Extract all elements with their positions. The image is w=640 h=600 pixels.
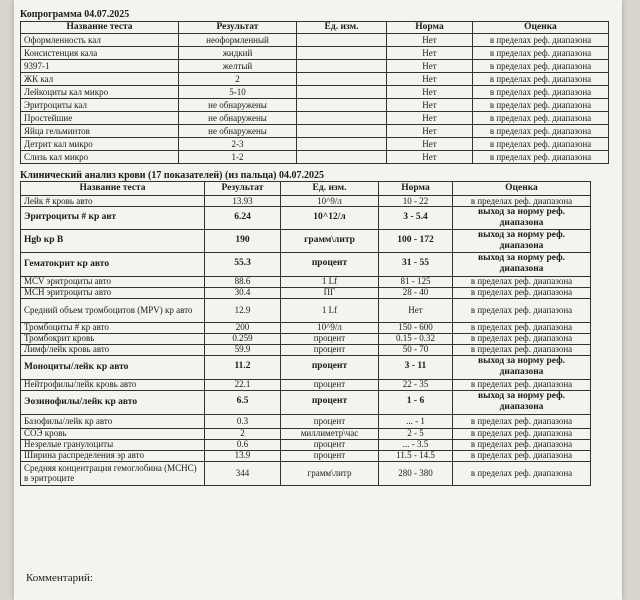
- cell-evaluation: в пределах реф. диапазона: [453, 428, 591, 439]
- cell-result: 200: [205, 322, 281, 333]
- cell-test-name: СОЭ кровь: [21, 428, 205, 439]
- cell-evaluation: выход за норму реф. диапазона: [453, 229, 591, 252]
- cell-result: не обнаружены: [179, 99, 297, 112]
- cell-result: 11.2: [205, 355, 281, 379]
- cell-result: 6.24: [205, 207, 281, 230]
- cell-unit: ПГ: [281, 287, 379, 298]
- cell-evaluation: в пределах реф. диапазона: [453, 439, 591, 450]
- table-row: [21, 428, 591, 439]
- cell-unit: 1 Lf: [281, 276, 379, 287]
- cell-unit: процент: [281, 355, 379, 379]
- cell-evaluation: в пределах реф. диапазона: [453, 276, 591, 287]
- cell-test-name: Hgb кр В: [21, 229, 205, 252]
- cell-test-name: Моноциты/лейк кр авто: [21, 355, 205, 379]
- cell-test-name: 9397-1: [21, 60, 179, 73]
- cell-norm: 3 - 5.4: [379, 207, 453, 230]
- cell-unit: процент: [281, 450, 379, 461]
- cell-test-name: Оформленность кал: [21, 34, 179, 47]
- cell-norm: 50 - 70: [379, 344, 453, 355]
- cell-norm: Нет: [387, 47, 473, 60]
- cell-result: 2-3: [179, 138, 297, 151]
- cell-unit: процент: [281, 390, 379, 414]
- cell-result: не обнаружены: [179, 112, 297, 125]
- cell-test-name: Нейтрофилы/лейк кровь авто: [21, 379, 205, 390]
- col-header-result: Результат: [179, 22, 297, 34]
- col-header-result: Результат: [205, 182, 281, 196]
- cell-evaluation: в пределах реф. диапазона: [473, 47, 609, 60]
- cell-unit: [297, 86, 387, 99]
- cell-unit: процент: [281, 379, 379, 390]
- cell-evaluation: выход за норму реф. диапазона: [453, 252, 591, 276]
- cell-result: желтый: [179, 60, 297, 73]
- table-row: [21, 450, 591, 461]
- cell-result: 55.3: [205, 252, 281, 276]
- cell-unit: 10^9/л: [281, 322, 379, 333]
- cell-norm: Нет: [387, 73, 473, 86]
- cell-evaluation: в пределах реф. диапазона: [453, 414, 591, 428]
- cell-result: 1-2: [179, 151, 297, 164]
- cell-test-name: Базофилы/лейк кр авто: [21, 414, 205, 428]
- cell-test-name: Гематокрит кр авто: [21, 252, 205, 276]
- cell-result: 344: [205, 461, 281, 485]
- cell-norm: 0.15 - 0.32: [379, 333, 453, 344]
- cell-test-name: Слизь кал микро: [21, 151, 179, 164]
- col-header-eval: Оценка: [453, 182, 591, 196]
- cell-unit: [297, 125, 387, 138]
- cell-evaluation: в пределах реф. диапазона: [453, 287, 591, 298]
- blood-title: Клинический анализ крови (17 показателей) (из пальца) 04.07.2025: [20, 170, 324, 181]
- table-row: [21, 151, 609, 164]
- coprogram-table: [20, 21, 609, 164]
- cell-evaluation: в пределах реф. диапазона: [453, 344, 591, 355]
- table-row: [21, 355, 591, 379]
- cell-evaluation: в пределах реф. диапазона: [453, 461, 591, 485]
- cell-test-name: ЖК кал: [21, 73, 179, 86]
- cell-norm: ... - 3.5: [379, 439, 453, 450]
- table-row: [21, 207, 591, 230]
- cell-result: не обнаружены: [179, 125, 297, 138]
- cell-result: жидкий: [179, 47, 297, 60]
- table-row: [21, 86, 609, 99]
- cell-norm: Нет: [387, 60, 473, 73]
- cell-evaluation: в пределах реф. диапазона: [473, 34, 609, 47]
- cell-norm: Нет: [387, 34, 473, 47]
- cell-norm: Нет: [387, 99, 473, 112]
- cell-unit: процент: [281, 439, 379, 450]
- cell-test-name: Ширина распределения эр авто: [21, 450, 205, 461]
- cell-test-name: Яйца гельминтов: [21, 125, 179, 138]
- table-row: [21, 344, 591, 355]
- cell-norm: Нет: [387, 125, 473, 138]
- coprogram-title: Копрограмма 04.07.2025: [20, 9, 130, 20]
- cell-evaluation: в пределах реф. диапазона: [453, 322, 591, 333]
- cell-unit: процент: [281, 333, 379, 344]
- cell-norm: 150 - 600: [379, 322, 453, 333]
- cell-result: 2: [179, 73, 297, 86]
- cell-unit: грамм\литр: [281, 461, 379, 485]
- cell-evaluation: в пределах реф. диапазона: [453, 298, 591, 322]
- cell-result: 2: [205, 428, 281, 439]
- cell-unit: 1 Lf: [281, 298, 379, 322]
- cell-test-name: Лейкоциты кал микро: [21, 86, 179, 99]
- cell-test-name: Простейшие: [21, 112, 179, 125]
- cell-result: 59.9: [205, 344, 281, 355]
- table-row: [21, 298, 591, 322]
- cell-norm: Нет: [387, 112, 473, 125]
- cell-test-name: MCH эритроциты авто: [21, 287, 205, 298]
- cell-unit: миллиметр\час: [281, 428, 379, 439]
- table-row: [21, 34, 609, 47]
- table-row: [21, 112, 609, 125]
- cell-norm: Нет: [379, 298, 453, 322]
- cell-norm: 1 - 6: [379, 390, 453, 414]
- blood-table: [20, 181, 591, 486]
- cell-test-name: Эозинофилы/лейк кр авто: [21, 390, 205, 414]
- cell-unit: процент: [281, 252, 379, 276]
- cell-test-name: Эритроциты # кр авт: [21, 207, 205, 230]
- cell-unit: [297, 99, 387, 112]
- cell-test-name: Лейк # кровь авто: [21, 196, 205, 207]
- table-row: [21, 196, 591, 207]
- cell-unit: [297, 112, 387, 125]
- table-row: [21, 229, 591, 252]
- comment-label: Комментарий:: [26, 572, 93, 584]
- table-row: [21, 390, 591, 414]
- cell-norm: 28 - 40: [379, 287, 453, 298]
- table-row: [21, 125, 609, 138]
- cell-unit: 10^9/л: [281, 196, 379, 207]
- cell-norm: 22 - 35: [379, 379, 453, 390]
- cell-result: 0.3: [205, 414, 281, 428]
- cell-test-name: Тромбоциты # кр авто: [21, 322, 205, 333]
- cell-test-name: Лимф/лейк кровь авто: [21, 344, 205, 355]
- cell-norm: 280 - 380: [379, 461, 453, 485]
- cell-result: 13.93: [205, 196, 281, 207]
- cell-result: 0.6: [205, 439, 281, 450]
- cell-norm: Нет: [387, 86, 473, 99]
- cell-result: 12.9: [205, 298, 281, 322]
- cell-result: 5-10: [179, 86, 297, 99]
- table-row: [21, 322, 591, 333]
- table-row: [21, 287, 591, 298]
- table-row: [21, 138, 609, 151]
- cell-evaluation: в пределах реф. диапазона: [473, 112, 609, 125]
- table-row: [21, 461, 591, 485]
- cell-unit: 10^12/л: [281, 207, 379, 230]
- cell-evaluation: в пределах реф. диапазона: [473, 125, 609, 138]
- col-header-norm: Норма: [387, 22, 473, 34]
- cell-test-name: Незрелые гранулоциты: [21, 439, 205, 450]
- cell-evaluation: в пределах реф. диапазона: [453, 333, 591, 344]
- cell-evaluation: выход за норму реф. диапазона: [453, 207, 591, 230]
- cell-evaluation: в пределах реф. диапазона: [453, 379, 591, 390]
- cell-norm: ... - 1: [379, 414, 453, 428]
- cell-unit: [297, 73, 387, 86]
- col-header-unit: Ед. изм.: [281, 182, 379, 196]
- table-row: [21, 60, 609, 73]
- cell-test-name: MCV эритроциты авто: [21, 276, 205, 287]
- cell-unit: [297, 47, 387, 60]
- cell-evaluation: в пределах реф. диапазона: [473, 138, 609, 151]
- table-row: [21, 414, 591, 428]
- cell-result: 30.4: [205, 287, 281, 298]
- cell-norm: 31 - 55: [379, 252, 453, 276]
- col-header-name: Название теста: [21, 22, 179, 34]
- col-header-unit: Ед. изм.: [297, 22, 387, 34]
- cell-test-name: Детрит кал микро: [21, 138, 179, 151]
- cell-norm: 81 - 125: [379, 276, 453, 287]
- cell-test-name: Консистенция кала: [21, 47, 179, 60]
- cell-result: 6.5: [205, 390, 281, 414]
- col-header-eval: Оценка: [473, 22, 609, 34]
- cell-norm: 11.5 - 14.5: [379, 450, 453, 461]
- cell-test-name: Эритроциты кал: [21, 99, 179, 112]
- cell-unit: грамм\литр: [281, 229, 379, 252]
- cell-unit: [297, 34, 387, 47]
- cell-evaluation: в пределах реф. диапазона: [473, 73, 609, 86]
- cell-norm: 2 - 5: [379, 428, 453, 439]
- cell-norm: 100 - 172: [379, 229, 453, 252]
- cell-unit: [297, 60, 387, 73]
- table-row: [21, 333, 591, 344]
- table-row: [21, 439, 591, 450]
- cell-unit: процент: [281, 414, 379, 428]
- cell-result: 0.259: [205, 333, 281, 344]
- cell-result: неоформленный: [179, 34, 297, 47]
- cell-evaluation: выход за норму реф. диапазона: [453, 355, 591, 379]
- cell-evaluation: в пределах реф. диапазона: [453, 450, 591, 461]
- table-row: [21, 379, 591, 390]
- table-row: [21, 47, 609, 60]
- table-row: [21, 99, 609, 112]
- table-row: [21, 252, 591, 276]
- cell-unit: [297, 138, 387, 151]
- cell-result: 88.6: [205, 276, 281, 287]
- table-row: [21, 73, 609, 86]
- cell-norm: 10 - 22: [379, 196, 453, 207]
- cell-norm: Нет: [387, 151, 473, 164]
- cell-result: 13.9: [205, 450, 281, 461]
- cell-test-name: Средний объем тромбоцитов (MPV) кр авто: [21, 298, 205, 322]
- table-row: [21, 276, 591, 287]
- cell-norm: Нет: [387, 138, 473, 151]
- cell-result: 22.1: [205, 379, 281, 390]
- cell-evaluation: в пределах реф. диапазона: [473, 99, 609, 112]
- cell-evaluation: в пределах реф. диапазона: [473, 151, 609, 164]
- cell-evaluation: в пределах реф. диапазона: [473, 86, 609, 99]
- cell-evaluation: выход за норму реф. диапазона: [453, 390, 591, 414]
- cell-test-name: Тромбокрит кровь: [21, 333, 205, 344]
- cell-test-name: Средняя концентрация гемоглобина (MCHC) в эритроците: [21, 461, 205, 485]
- cell-evaluation: в пределах реф. диапазона: [473, 60, 609, 73]
- cell-result: 190: [205, 229, 281, 252]
- cell-unit: процент: [281, 344, 379, 355]
- cell-evaluation: в пределах реф. диапазона: [453, 196, 591, 207]
- col-header-name: Название теста: [21, 182, 205, 196]
- col-header-norm: Норма: [379, 182, 453, 196]
- cell-norm: 3 - 11: [379, 355, 453, 379]
- cell-unit: [297, 151, 387, 164]
